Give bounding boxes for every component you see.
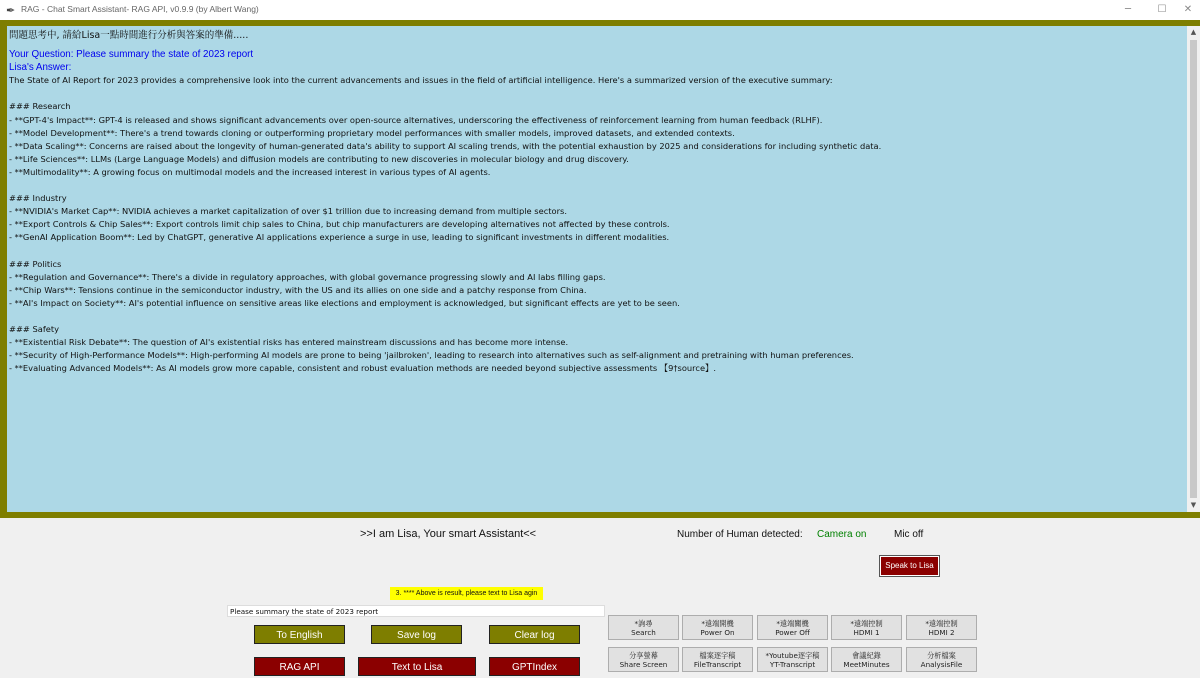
blank-line — [9, 87, 1179, 100]
scroll-up-icon[interactable]: ▲ — [1190, 28, 1197, 36]
button-label-zh: 檔案逐字稿 — [699, 651, 736, 660]
answer-line: - **Existential Risk Debate**: The question of AI's existential risks has entered mainstream discussions and has become more intense. — [9, 337, 569, 348]
answer-line: - **AI's Impact on Society**: AI's potential influence on sensitive areas like elections and employment is acknowledged, but significant effects are yet to be seen. — [9, 297, 680, 308]
button-label-en: YT-Transcript — [769, 660, 816, 669]
close-button[interactable]: ✕ — [1183, 4, 1193, 15]
answer-line: - **Model Development**: There's a trend towards cloning or outperforming proprietary model performances with smaller models, improved datasets, and extended contexts. — [9, 127, 735, 138]
power-on-button[interactable] — [682, 615, 753, 640]
button-label-en: HDMI 2 — [928, 628, 955, 637]
status-message: 3. **** Above is result, please text to Lisa agin — [390, 587, 543, 600]
save-log-button[interactable]: Save log — [371, 625, 462, 644]
button-label-zh: *遠端關機 — [776, 619, 809, 628]
title-bar — [0, 0, 1200, 21]
clear-log-button[interactable]: Clear log — [489, 625, 580, 644]
button-label-zh: *遠端開機 — [701, 619, 734, 628]
thinking-message: 問題思考中, 請給Lisa一點時間進行分析與答案的準備..... — [9, 30, 249, 41]
button-label-en: HDMI 1 — [853, 628, 880, 637]
text-to-lisa-button[interactable]: Text to Lisa — [358, 657, 476, 676]
blank-line — [9, 310, 1179, 323]
answer-line: - **Multimodality**: A growing focus on multimodal models and the increased interest in various types of AI agents. — [9, 166, 491, 177]
speak-to-lisa-button[interactable]: Speak to Lisa — [880, 556, 939, 576]
section-heading: ### Research — [9, 101, 71, 112]
section-heading: ### Politics — [9, 258, 62, 269]
window-title: RAG - Chat Smart Assistant- RAG API, v0.9.9 (by Albert Wang) — [21, 4, 259, 14]
blank-line — [9, 179, 1179, 192]
button-label-en: Power On — [700, 628, 735, 637]
button-label-en: Share Screen — [619, 660, 668, 669]
question-text: Your Question: Please summary the state of 2023 report — [9, 49, 254, 61]
answer-label: Lisa's Answer: — [9, 62, 72, 74]
answer-line: - **Life Sciences**: LLMs (Large Language Models) and diffusion models are contributing to new discoveries in molecular biology and drug discovery. — [9, 153, 629, 164]
button-label-zh: 分析檔案 — [927, 651, 956, 660]
hdmi-1-button[interactable] — [831, 615, 902, 640]
button-label-en: MeetMinutes — [843, 660, 890, 669]
button-label-en: Power Off — [775, 628, 810, 637]
button-label-en: Search — [631, 628, 656, 637]
answer-line: - **GenAI Application Boom**: Led by ChatGPT, generative AI applications experience a surge in use, leading to significant investments in different modalities. — [9, 232, 670, 243]
rag-api-button[interactable]: RAG API — [254, 657, 345, 676]
scroll-down-icon[interactable]: ▼ — [1190, 501, 1197, 509]
maximize-button[interactable]: ☐ — [1157, 4, 1167, 15]
button-label-zh: *詢尋 — [634, 619, 653, 628]
button-label-zh: *遠端控制 — [850, 619, 883, 628]
scrollbar-thumb[interactable] — [1190, 40, 1197, 498]
answer-line: - **Chip Wars**: Tensions continue in the semiconductor industry, with the US and its allies on one side and a patchy response from China. — [9, 284, 587, 295]
button-label-en: AnalysisFile — [920, 660, 963, 669]
answer-line: - **Evaluating Advanced Models**: As AI models grow more capable, consistent and robust evaluation methods are needed beyond subjective assessments 【9†source】. — [9, 363, 716, 374]
section-heading: ### Safety — [9, 324, 60, 335]
share-screen-button[interactable] — [608, 647, 679, 672]
section-heading: ### Industry — [9, 193, 67, 204]
camera-status: Camera on — [817, 529, 867, 540]
mic-status: Mic off — [894, 529, 924, 540]
answer-line: The State of AI Report for 2023 provides a comprehensive look into the current advancements and issues in the field of artificial intelligence. Here's a summarized version of the executive summary: — [9, 75, 833, 86]
analysis-file-button[interactable] — [906, 647, 977, 672]
answer-line: - **Regulation and Governance**: There's a divide in regulatory approaches, with global governance progressing slowly and AI labs filling gaps. — [9, 271, 606, 282]
answer-content — [9, 29, 1179, 375]
assistant-banner: >>I am Lisa, Your smart Assistant<< — [360, 528, 537, 540]
button-label-zh: 分享螢幕 — [629, 651, 658, 660]
answer-text-area[interactable] — [7, 26, 1187, 512]
file-transcript-button[interactable] — [682, 647, 753, 672]
button-label-zh: *遠端控制 — [925, 619, 958, 628]
answer-line: - **NVIDIA's Market Cap**: NVIDIA achieves a market capitalization of over $1 trillion due to increasing demand from multiple sectors. — [9, 206, 567, 217]
human-detected-label: Number of Human detected: — [677, 529, 803, 540]
yt-transcript-button[interactable] — [757, 647, 828, 672]
question-input[interactable]: Please summary the state of 2023 report — [227, 605, 605, 617]
blank-line — [9, 245, 1179, 258]
answer-line: - **GPT-4's Impact**: GPT-4 is released and shows significant advancements over open-source alternatives, underscoring the effectiveness of reinforcement learning from human feedback (RLHF). — [9, 114, 823, 125]
gpt-index-button[interactable]: GPTIndex — [489, 657, 580, 676]
answer-line: - **Data Scaling**: Concerns are raised about the longevity of human-generated data's ability to support AI scaling trends, with the potential exhaustion by 2025 and considerations for including synthetic data. — [9, 140, 882, 151]
minimize-button[interactable]: ─ — [1124, 4, 1132, 15]
meet-minutes-button[interactable] — [831, 647, 902, 672]
hdmi-2-button[interactable] — [906, 615, 977, 640]
answer-lines — [9, 74, 1179, 375]
answer-line: - **Security of High-Performance Models**: High-performing AI models are prone to being 'jailbroken', leading to research into alternatives such as self-alignment and pretraining with human preferences. — [9, 350, 854, 361]
answer-line: - **Export Controls & Chip Sales**: Export controls limit chip sales to China, but chip manufacturers are developing alternatives not affected by these controls. — [9, 219, 670, 230]
button-label-en: FileTranscript — [693, 660, 742, 669]
search-button[interactable] — [608, 615, 679, 640]
feather-icon: ✒ — [6, 4, 16, 17]
button-label-zh: 會議紀錄 — [852, 651, 881, 660]
power-off-button[interactable] — [757, 615, 828, 640]
button-label-zh: *Youtube逐字稿 — [765, 651, 820, 660]
to-english-button[interactable]: To English — [254, 625, 345, 644]
answer-scrollbar[interactable] — [1187, 26, 1200, 512]
